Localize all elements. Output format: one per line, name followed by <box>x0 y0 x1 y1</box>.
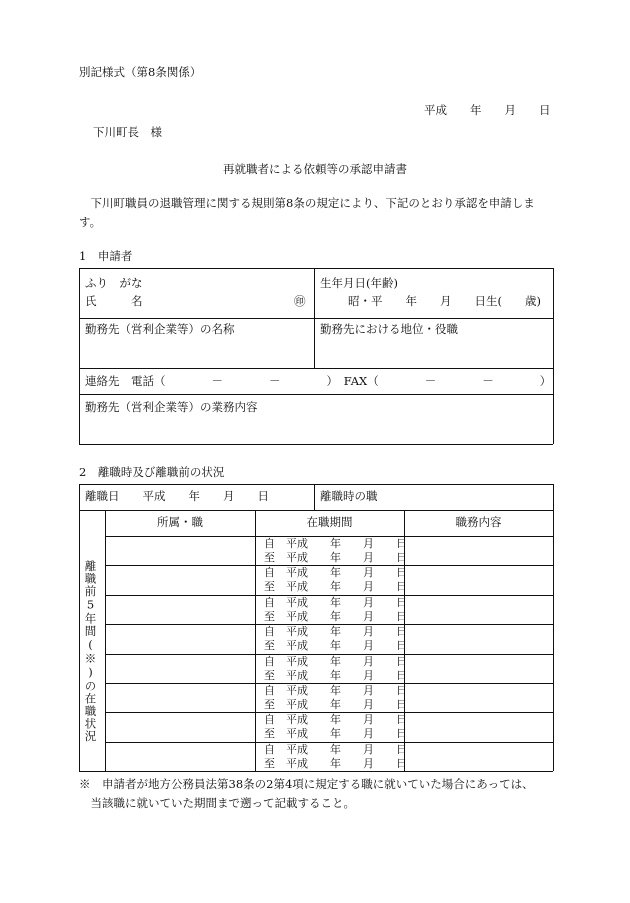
section2-heading: 2 離職時及び離職前の状況 <box>79 465 225 479</box>
period-from: 自 平成 年 月 日 <box>264 537 407 550</box>
retire-post-label: 離職時の職 <box>320 489 378 503</box>
section1-heading: 1 申請者 <box>79 249 133 263</box>
intro-paragraph: 下川町職員の退職管理に関する規則第8条の規定により、下記のとおり承認を申請します。 <box>79 196 535 229</box>
business-label: 勤務先（営利企業等）の業務内容 <box>85 400 258 414</box>
period-from: 自 平成 年 月 日 <box>264 713 407 726</box>
footnote-line1: ※ 申請者が地方公務員法第38条の2第4項に規定する職に就いていた場合にあっては、 <box>79 777 534 791</box>
period-to: 至 平成 年 月 日 <box>264 698 407 711</box>
period-to: 至 平成 年 月 日 <box>264 757 407 770</box>
name-label: 氏 名 <box>85 294 143 308</box>
employer-position-label: 勤務先における地位・役職 <box>320 322 458 336</box>
furigana-label: ふり がな <box>85 276 143 290</box>
vertical-label: 離職前5年間(※)の在職状況 <box>83 560 98 743</box>
retire-date-label: 離職日 平成 年 月 日 <box>85 489 269 503</box>
seal-mark: ㊞ <box>294 294 306 308</box>
period-to: 至 平成 年 月 日 <box>264 639 407 652</box>
period-from: 自 平成 年 月 日 <box>264 566 407 579</box>
employer-name-label: 勤務先（営利企業等）の名称 <box>85 322 235 336</box>
col-header-period: 在職期間 <box>306 515 353 529</box>
col-header-affiliation: 所属・職 <box>157 515 203 529</box>
period-to: 至 平成 年 月 日 <box>264 551 407 564</box>
contact-line: 連絡先 電話（ － － ） FAX（ － － ） <box>85 374 552 388</box>
dob-label: 生年月日(年齢) <box>320 276 398 290</box>
period-from: 自 平成 年 月 日 <box>264 655 407 668</box>
period-to: 至 平成 年 月 日 <box>264 610 407 623</box>
period-to: 至 平成 年 月 日 <box>264 669 407 682</box>
period-to: 至 平成 年 月 日 <box>264 727 407 740</box>
dob-value: 昭・平 年 月 日生( 歳) <box>348 294 541 308</box>
form-label: 別記様式（第8条関係） <box>79 65 202 79</box>
period-from: 自 平成 年 月 日 <box>264 684 407 697</box>
date-line: 平成 年 月 日 <box>424 103 551 117</box>
document-title: 再就職者による依頼等の承認申請書 <box>223 162 407 176</box>
period-to: 至 平成 年 月 日 <box>264 580 407 593</box>
period-from: 自 平成 年 月 日 <box>264 743 407 756</box>
addressee: 下川町長 様 <box>93 125 162 139</box>
col-header-duties: 職務内容 <box>455 515 502 529</box>
period-from: 自 平成 年 月 日 <box>264 596 407 609</box>
period-from: 自 平成 年 月 日 <box>264 625 407 638</box>
footnote-line2: 当該職に就いていた期間まで遡って記載すること。 <box>79 796 355 810</box>
